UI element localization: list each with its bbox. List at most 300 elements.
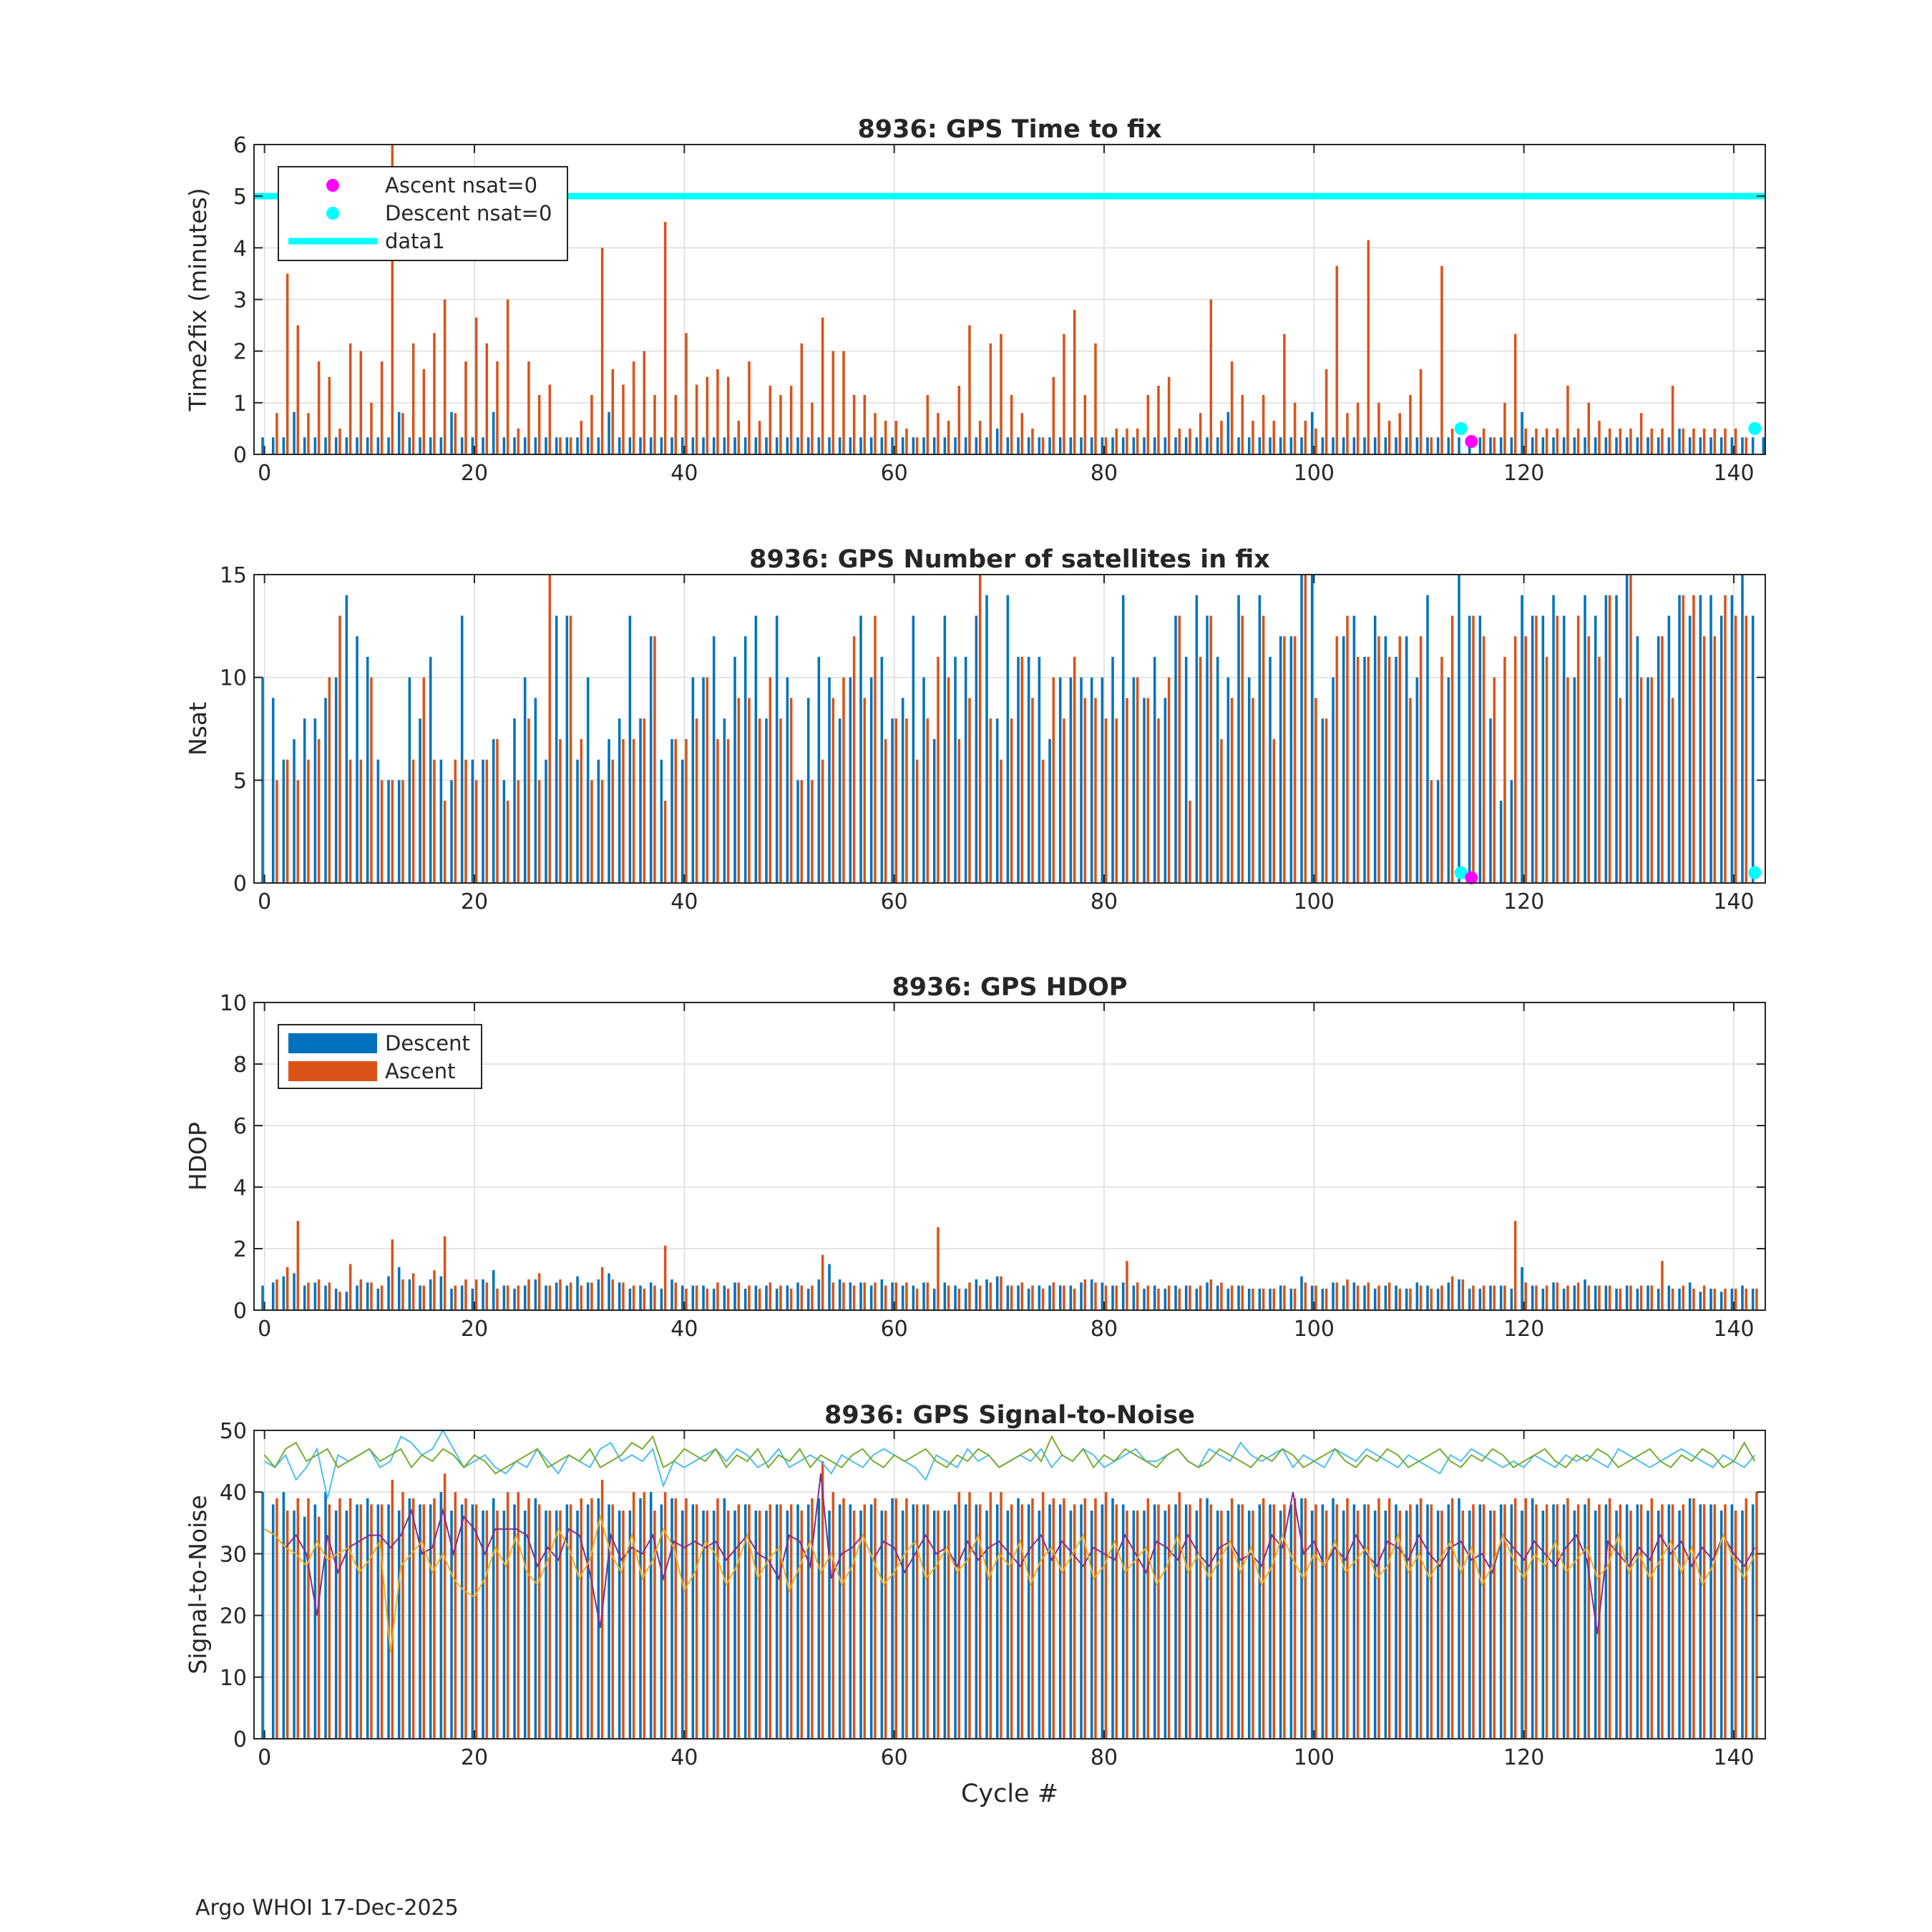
bar-descent [828,678,831,883]
bar-ascent [1084,1498,1087,1739]
bar-ascent [1304,1498,1307,1739]
bar-ascent [570,1504,572,1739]
bar-ascent [801,1286,804,1310]
bar-ascent [275,780,278,883]
bar-ascent [685,739,688,883]
bar-descent [681,1286,684,1310]
x-tick-label: 80 [1090,1745,1118,1770]
bar-descent [1342,437,1345,454]
bar-descent [681,760,684,883]
bar-descent [608,1273,610,1310]
bar-descent [261,437,264,454]
bar-descent [670,1279,673,1310]
bar-descent [513,1289,516,1310]
bar-ascent [1493,1511,1496,1739]
bar-ascent [1682,429,1685,454]
x-tick-label: 20 [460,889,489,914]
bar-ascent [1493,437,1496,454]
bar-descent [587,678,590,883]
bar-descent [1385,1286,1387,1310]
bar-ascent [1105,1492,1108,1739]
bar-descent [1500,1286,1503,1310]
bar-ascent [1210,615,1213,883]
bar-ascent [1116,429,1118,454]
bar-descent [1657,437,1660,454]
x-tick-label: 100 [1293,1745,1335,1770]
bar-ascent [1514,1498,1517,1739]
bar-ascent [1000,760,1002,883]
bar-descent [472,760,474,883]
chart-panel-nsat [184,545,1765,914]
bar-ascent [1546,1504,1548,1739]
bar-ascent [1430,1504,1433,1739]
bar-descent [1416,1282,1419,1310]
bar-ascent [1745,1289,1748,1310]
bar-descent [1405,437,1408,454]
y-tick-label: 50 [219,1419,247,1444]
bar-descent [472,1504,474,1739]
bar-ascent [454,413,457,454]
bar-descent [545,760,547,883]
bar-ascent [307,1498,310,1739]
bar-ascent [905,1282,908,1310]
y-tick-label: 30 [219,1542,247,1568]
bar-ascent [979,421,982,454]
bar-ascent [1420,1498,1423,1739]
bar-descent [1111,1286,1114,1310]
bar-descent [377,437,380,454]
bar-ascent [727,739,730,883]
bar-ascent [738,1504,741,1739]
x-tick-label: 60 [880,889,908,914]
bar-descent [1542,437,1545,454]
bar-descent [933,437,936,454]
bar-ascent [1357,1511,1360,1739]
bar-ascent [1651,429,1654,454]
bar-descent [1615,595,1618,883]
bar-ascent [779,395,782,454]
bar-descent [461,1286,464,1310]
bar-descent [954,1286,957,1310]
bar-descent [870,1504,873,1739]
bar-descent [587,437,590,454]
bar-descent [1584,1504,1586,1739]
x-tick-label: 20 [460,1745,489,1770]
bar-descent [954,437,957,454]
y-tick-label: 15 [219,563,247,588]
bar-ascent [1682,1504,1685,1739]
bar-descent [1511,437,1513,454]
bar-ascent [570,437,572,454]
bar-ascent [1451,429,1454,454]
bar-descent [324,698,327,883]
bar-descent [755,615,758,883]
bar-descent [755,1511,758,1739]
bar-descent [1091,437,1093,454]
bar-ascent [1493,1286,1496,1310]
bar-descent [261,1286,264,1310]
y-axis-label: Signal-to-Noise [184,1495,212,1674]
bar-descent [513,718,516,883]
bar-descent [670,739,673,883]
bar-descent [1489,1511,1492,1739]
bar-descent [1668,1286,1671,1310]
bar-ascent [1714,1289,1717,1310]
bar-descent [1752,437,1755,454]
bar-descent [839,1279,841,1310]
bar-descent [1332,1282,1335,1310]
bar-ascent [811,1498,814,1739]
bar-ascent [1577,615,1580,883]
bar-ascent [464,1498,467,1739]
bar-descent [1007,437,1010,454]
bar-descent [1458,575,1460,883]
bar-ascent [286,1267,289,1310]
bar-descent [461,437,464,454]
bar-ascent [811,403,814,454]
bar-descent [1048,1286,1051,1310]
bar-descent [1511,1289,1513,1310]
bar-ascent [1661,429,1664,454]
bar-descent [828,1264,831,1311]
bar-descent [702,1286,705,1310]
bar-descent [450,412,453,454]
bar-descent [922,437,925,454]
bar-ascent [1377,403,1380,454]
bar-ascent [1388,657,1391,883]
bar-descent [303,1286,306,1310]
bar-descent [1552,1282,1555,1310]
bar-ascent [1241,395,1244,454]
bar-ascent [433,1270,436,1310]
bar-ascent [328,1282,331,1310]
bar-descent [1133,437,1136,454]
bar-ascent [1199,657,1202,883]
bar-descent [587,1504,590,1739]
bar-ascent [275,413,278,454]
bar-ascent [853,1286,856,1310]
bar-ascent [1430,437,1433,454]
bar-descent [660,760,663,883]
bar-descent [1489,718,1492,883]
bar-descent [1111,1498,1114,1739]
bar-ascent [1525,1282,1528,1310]
bar-ascent [507,801,509,883]
bar-descent [283,760,286,883]
bar-ascent [1273,739,1276,883]
bar-descent [576,760,579,883]
bar-descent [1626,1504,1629,1739]
bar-descent [303,437,306,454]
bar-ascent [1629,1511,1632,1739]
bar-descent [1196,595,1199,883]
bar-descent [1059,437,1062,454]
x-tick-label: 140 [1713,1317,1755,1342]
bar-descent [891,437,894,454]
bar-ascent [874,1282,877,1310]
bar-ascent [1546,1286,1548,1310]
bar-descent [933,1289,936,1310]
bar-descent [303,718,306,883]
bar-descent [1028,1504,1030,1739]
bar-descent [776,437,779,454]
bar-descent [1395,437,1397,454]
bar-ascent [1126,1261,1128,1310]
bar-descent [660,437,663,454]
bar-descent [944,615,947,883]
bar-descent [1741,575,1744,883]
bar-descent [954,1504,957,1739]
bar-ascent [1377,1498,1380,1739]
bar-descent [660,1504,663,1739]
bar-descent [1563,1289,1566,1310]
bar-ascent [696,385,698,454]
bar-ascent [1735,1289,1737,1310]
bar-descent [398,412,401,454]
bar-descent [1311,412,1314,454]
bar-ascent [1629,429,1632,454]
bar-ascent [412,760,415,883]
bar-descent [1689,1282,1692,1310]
bar-descent [314,1282,317,1310]
bar-descent [859,615,862,883]
bar-ascent [1157,1504,1160,1739]
y-tick-label: 8 [233,1053,247,1078]
bar-descent [1322,718,1324,883]
bar-descent [713,1289,716,1310]
bar-descent [1531,1286,1534,1310]
bar-ascent [622,1282,625,1310]
bar-ascent [738,1282,741,1310]
bar-ascent [1503,657,1506,883]
bar-descent [1636,1504,1639,1739]
bar-ascent [633,739,635,883]
bar-ascent [1189,1286,1191,1310]
bar-ascent [1525,1498,1528,1739]
bar-ascent [1231,1498,1234,1739]
bar-ascent [1651,678,1654,883]
bar-descent [859,1282,862,1310]
bar-ascent [391,1480,394,1739]
bar-ascent [895,718,898,883]
y-axis-label: Time2fix (minutes) [184,187,212,411]
bar-ascent [1619,429,1622,454]
bar-ascent [864,395,867,454]
bar-descent [1028,437,1030,454]
bar-ascent [1629,575,1632,883]
bar-ascent [464,361,467,454]
bar-ascent [643,718,646,883]
bar-ascent [1503,403,1506,454]
bar-ascent [307,760,310,883]
bar-descent [639,437,642,454]
bar-ascent [318,1517,321,1739]
bar-descent [650,1282,653,1310]
bar-descent [450,1289,453,1310]
bar-descent [1395,1286,1397,1310]
bar-ascent [423,369,426,454]
bar-descent [429,1279,432,1310]
bar-ascent [496,739,499,883]
bar-descent [429,437,432,454]
bar-descent [1153,1286,1156,1310]
bar-ascent [895,1282,898,1310]
bar-ascent [1357,403,1360,454]
bar-ascent [653,1286,656,1310]
bar-ascent [1199,1286,1202,1310]
bar-ascent [706,1289,709,1310]
bar-descent [1174,1286,1177,1310]
bar-descent [713,636,716,883]
bar-ascent [559,739,562,883]
bar-ascent [1535,429,1538,454]
bar-ascent [559,1279,562,1310]
bar-ascent [391,780,394,883]
bar-ascent [1105,718,1108,883]
bar-descent [1605,437,1608,454]
bar-ascent [895,1498,898,1739]
bar-ascent [590,780,593,883]
bar-descent [1259,1289,1262,1310]
bar-ascent [1031,1286,1034,1310]
bar-descent [1101,437,1104,454]
bar-descent [1017,1286,1020,1310]
bar-ascent [716,739,719,883]
bar-descent [1657,1289,1660,1310]
bar-descent [891,1282,894,1310]
bar-descent [881,437,884,454]
bar-ascent [1703,1504,1706,1739]
bar-ascent [1126,429,1128,454]
bar-ascent [1724,595,1727,883]
bar-descent [870,678,873,883]
bar-ascent [1682,1286,1685,1310]
y-tick-label: 10 [219,1665,247,1691]
bar-descent [985,437,988,454]
bar-descent [1521,595,1523,883]
bar-descent [1048,739,1051,883]
bar-descent [576,1511,579,1739]
bar-ascent [1440,266,1443,454]
bar-ascent [1692,595,1695,883]
bar-descent [1416,437,1419,454]
bar-ascent [1241,615,1244,883]
bar-ascent [1661,636,1664,883]
bar-ascent [507,300,509,455]
bar-ascent [538,1504,541,1739]
bar-ascent [1546,429,1548,454]
bar-ascent [968,1492,971,1739]
bar-ascent [1325,1289,1328,1310]
bar-ascent [412,1273,415,1310]
bar-descent [597,760,600,883]
bar-descent [776,1289,779,1310]
legend-patch [288,1061,377,1081]
bar-ascent [1021,413,1024,454]
bar-ascent [1157,718,1160,883]
bar-ascent [1252,1511,1254,1739]
bar-ascent [1105,437,1108,454]
bar-ascent [1010,718,1013,883]
bar-descent [985,1511,988,1739]
legend-label: data1 [385,229,445,253]
bar-ascent [1147,698,1150,883]
bar-ascent [1220,1282,1223,1310]
bar-descent [1353,437,1356,454]
bar-descent [1678,1289,1681,1310]
bar-descent [335,1511,338,1739]
bar-descent [1363,657,1366,883]
bar-ascent [1084,1279,1087,1310]
bar-descent [1574,437,1576,454]
bar-descent [429,1504,432,1739]
bar-descent [1196,1511,1199,1739]
bar-ascent [1451,1277,1454,1310]
bar-ascent [1273,1289,1276,1310]
bar-ascent [1252,1289,1254,1310]
bar-ascent [643,351,646,454]
bar-descent [965,1504,967,1739]
bar-ascent [1136,1282,1139,1310]
bar-descent [398,1267,401,1310]
bar-ascent [538,780,541,883]
bar-ascent [1735,429,1737,454]
y-tick-label: 40 [219,1480,247,1506]
bar-ascent [916,1504,919,1739]
bar-descent [1038,437,1041,454]
bar-descent [933,1511,936,1739]
bar-descent [492,739,495,883]
bar-descent [1059,678,1062,883]
legend-marker [326,179,339,192]
bar-descent [597,437,600,454]
chart-title: 8936: GPS HDOP [892,973,1128,1002]
bar-ascent [990,1492,992,1739]
bar-ascent [1073,1504,1076,1739]
bar-ascent [758,718,761,883]
y-tick-label: 0 [233,1727,247,1752]
bar-descent [1007,595,1010,883]
bar-ascent [1556,615,1559,883]
bar-descent [629,1289,632,1310]
bar-ascent [423,1286,426,1310]
bar-ascent [1609,1498,1611,1739]
bar-ascent [1168,1504,1171,1739]
x-tick-label: 0 [258,461,272,486]
bar-descent [1468,615,1471,883]
bar-ascent [1703,1286,1706,1310]
bar-descent [1017,437,1020,454]
bar-descent [1028,1289,1030,1310]
bar-descent [881,657,884,883]
bar-ascent [1714,429,1717,454]
bar-ascent [1514,334,1517,454]
marker-descent-nsat-zero [1748,422,1761,435]
bar-ascent [1314,429,1317,454]
bar-ascent [527,361,530,454]
bar-ascent [1588,636,1591,883]
bar-ascent [601,1267,604,1310]
bar-descent [1290,1504,1293,1739]
bar-ascent [1493,678,1496,883]
bar-descent [660,1289,663,1310]
bar-descent [692,1504,695,1739]
bar-ascent [486,343,489,454]
bar-descent [293,1511,296,1739]
bar-descent [1416,678,1419,883]
bar-descent [1038,657,1041,883]
bar-descent [1227,412,1230,454]
